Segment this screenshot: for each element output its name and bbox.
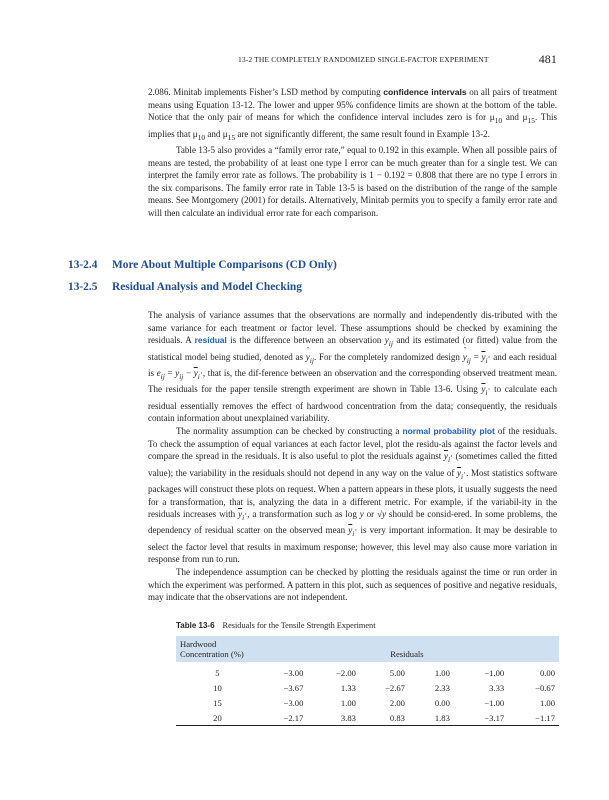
table-row: [176, 662, 559, 680]
cell-residual: −1.00: [484, 667, 505, 678]
cell-residual: 1.33: [340, 682, 356, 693]
cell-residual: −3.00: [283, 697, 304, 708]
cell-residual: −2.17: [255, 710, 308, 726]
header-residuals: Residuals: [390, 649, 424, 659]
cell-residual: 2.33: [434, 682, 450, 693]
keyword-normal-probability-plot: normal probability plot: [402, 425, 495, 436]
cell-residual: −0.67: [535, 682, 555, 693]
paragraph-residual-definition: The analysis of variance assumes that the observations are normally and independently dis-tributed with the same variance for each treatment or factor level. These assumptions should be checked by examining the residuals. A residual is the difference between an observation $y_{ij}$ and its estimated (or fitted) value from the statistical model being studied, denoted as ˆ $y_{ij}$. For the completely randomized design ˆ $y_{ij} = \overline{y}_i\cdot$ and each residual is $e_{ij} = y_{ij} - \overline{y}_i\cdot$, that is, the dif-ference between an observation and the corresponding observed treatment mean. The residuals for the paper tensile strength experiment are shown in Table 13-6. Using $\overline{y}_i\cdot$ to calculate each residual essentially removes the effect of hardwood concentration from the data; consequently, the residuals contain information about unexplained variability.: [148, 309, 557, 425]
cell-residual: 0.00: [434, 697, 450, 708]
cell-concentration: 10: [213, 682, 222, 693]
cell-residual: −1.17: [508, 710, 559, 726]
page-number: 481: [538, 52, 557, 66]
cell-residual: 5.00: [389, 667, 405, 678]
residual-analysis-block: [148, 309, 557, 604]
cell-residual: 3.83: [307, 710, 360, 726]
cell-residual: 2.00: [389, 697, 405, 708]
table-caption: [176, 621, 376, 630]
cell-residual: −3.00: [283, 667, 304, 678]
cell-concentration: 20: [176, 710, 255, 726]
table-row: [176, 695, 559, 710]
cell-residual: −3.67: [283, 682, 304, 693]
table-row: [176, 680, 559, 695]
cell-residual: 1.83: [409, 710, 454, 726]
table-label: Table 13-6: [176, 621, 215, 630]
table-header-row: [176, 636, 559, 662]
cell-concentration: 5: [215, 667, 220, 678]
paragraph-normality: The normality assumption can be checked by constructing a normal probability plot of the residuals. To check the assumption of equal variances at each factor level, plot the residu-als against the factor levels and compare the spread in the residuals. It is also useful to plot the residuals against $\overline{y}_i\cdot$ (sometimes called the fitted value); the variability in the residuals should not depend in any way on the value of $\overline{y}_i\cdot$. Most statistics software packages will construct these plots on request. When a pattern appears in these plots, it usually suggests the need for a transformation, that is, analyzing the data in a different metric. For example, if the variabil-ity in the residuals increases with $\overline{y}_i\cdot$, a transformation such as log y or √y should be consid-ered. In some problems, the dependency of residual scatter on the observed mean $\overline{y}_i\cdot$ is very important information. It may be desirable to select the factor level that results in maximum response; however, this level may also cause more variation in response from run to run.: [148, 425, 558, 565]
cell-residual: 0.83: [360, 710, 409, 726]
header-concentration: Hardwood Concentration (%): [180, 639, 244, 659]
cell-residual: −2.67: [385, 682, 405, 693]
cell-residual: 1.00: [539, 697, 555, 708]
table-caption-text: Residuals for the Tensile Strength Experiment: [222, 621, 376, 630]
intro-block: [148, 86, 557, 220]
paragraph-independence: The independence assumption can be checked by plotting the residuals against the time or run order in which the experiment was performed. A pattern in this plot, such as sequences of positive and negative residuals, may indicate that the observations are not independent.: [148, 567, 557, 603]
paragraph-family-error-rate: Table 13-5 also provides a “family error rate,” equal to 0.192 in this example. When all possible pairs of means are tested, the probability of at least one type I error can be much greater than for a single test. We can interpret the family error rate as follows. The probability is 1 − 0.192 = 0.808 that there are no type I errors in the six comparisons. The family error rate in Table 13-5 is based on the distribution of the range of the sample means. See Montgomery (2001) for details. Alternatively, Minitab permits you to specify a family error rate and will then calculate an individual error rate for each comparison.: [148, 144, 557, 218]
paragraph-lsd: 2.086. Minitab implements Fisher’s LSD method by computing confidence intervals on all pairs of treatment means using Equation 13-12. The lower and upper 95% confidence limits are shown at the bottom of the table. Notice that the only pair of means for which the confidence interval includes zero is for $\mu_{10}$ and $\mu_{15}$. This implies that $\mu_{10}$ and $\mu_{15}$ are not significantly different, the same result found in Example 13-2.: [148, 87, 558, 142]
cell-residual: 1.00: [434, 667, 450, 678]
running-title: 13-2 THE COMPLETELY RANDOMIZED SINGLE-FACTOR EXPERIMENT: [238, 55, 489, 64]
keyword-residual: residual: [194, 335, 227, 346]
cell-residual: 3.33: [489, 682, 505, 693]
residuals-table: [176, 636, 559, 726]
cell-residual: −2.00: [336, 667, 356, 678]
cell-residual: −3.17: [454, 710, 508, 726]
cell-concentration: 15: [213, 697, 222, 708]
cell-residual: −1.00: [484, 697, 505, 708]
cell-residual: 1.00: [340, 697, 356, 708]
section-heading-13-2-4: 13-2.4 More About Multiple Comparisons (CD Only): [68, 259, 337, 271]
keyword-confidence-intervals: confidence intervals: [383, 87, 467, 97]
table-row: [176, 710, 559, 726]
section-heading-13-2-5: 13-2.5 Residual Analysis and Model Checking: [68, 281, 302, 293]
cell-residual: 0.00: [539, 667, 555, 678]
